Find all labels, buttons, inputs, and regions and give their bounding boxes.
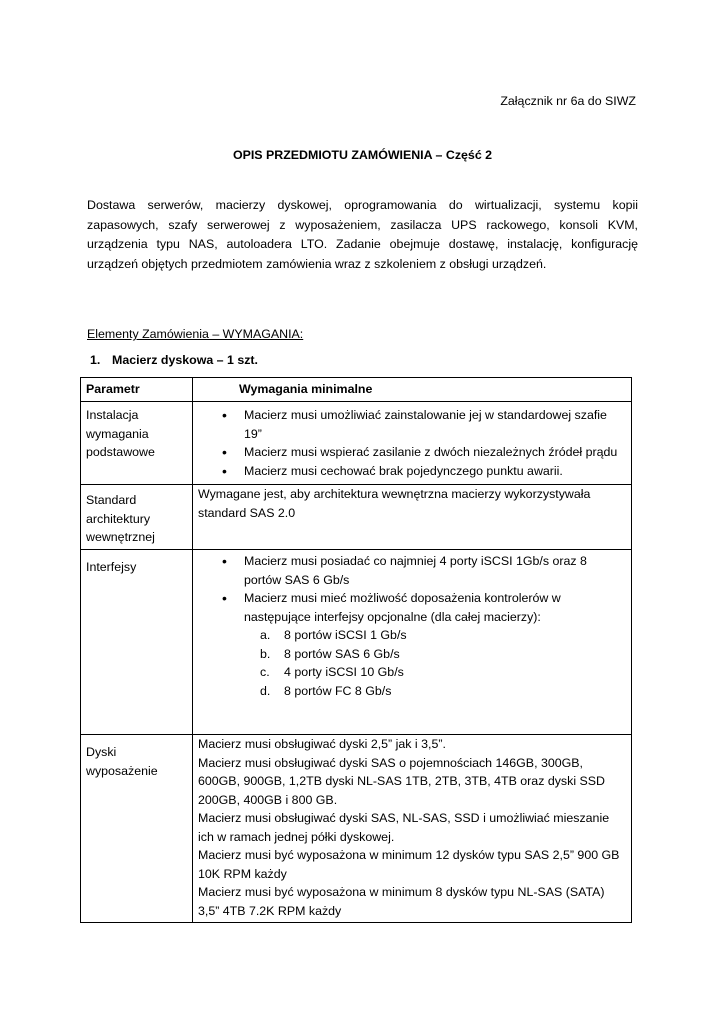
paragraph: Macierz musi obsługiwać dyski 2,5” jak i 3,5”. [198, 737, 446, 751]
intro-paragraph: Dostawa serwerów, macierzy dyskowej, oprogramowania do wirtualizacji, systemu kopii zapasowych, szafy serwerowej z wyposażeniem, zasilacza UPS rackowego, konsoli KVM, urządzenia typu NAS, autoloadera LTO. Zadanie obejmuje dostawę, instalację, konfigurację urządzeń objętych przedmiotem zamówienia wraz z szkoleniem z obsługi urządzeń. [87, 198, 638, 271]
table-header-row [81, 378, 632, 402]
list-item: • Macierz musi wspierać zasilanie z dwóch niezależnych źródeł prądu [244, 443, 626, 462]
requirements-table [80, 377, 632, 923]
option-item [260, 626, 626, 645]
option-letter: d. [260, 683, 271, 698]
option-text: 8 portów SAS 6 Gb/s [284, 646, 400, 661]
table-row [81, 402, 632, 485]
list-item-text: Macierz musi mieć możliwość doposażenia kontrolerów w następujące interfejsy opcjonalne (dla całej macierzy): [244, 591, 561, 624]
item-title: Macierz dyskowa – 1 szt. [112, 353, 259, 367]
header-requirements: Wymagania minimalne [193, 378, 632, 402]
document-title: OPIS PRZEDMIOTU ZAMÓWIENIA – Część 2 [232, 148, 493, 162]
row-content-standard: Wymagane jest, aby architektura wewnętrzna macierzy wykorzystywała standard SAS 2.0 [193, 485, 632, 550]
row-content-install [193, 402, 632, 485]
section-heading: Elementy Zamówienia – WYMAGANIA: [87, 327, 304, 341]
row-label-standard: Standard architektury wewnętrznej [81, 485, 193, 550]
option-text: 8 portów FC 8 Gb/s [284, 683, 392, 698]
option-letter: b. [260, 646, 271, 661]
option-item [260, 645, 626, 664]
option-letter: a. [260, 628, 271, 642]
option-text: 8 portów iSCSI 1 Gb/s [284, 628, 407, 642]
table-row [81, 485, 632, 550]
table-row [81, 550, 632, 735]
list-item: • Macierz musi umożliwiać zainstalowanie jej w standardowej szafie 19” [244, 406, 626, 443]
list-item: • Macierz musi cechować brak pojedynczego punktu awarii. [244, 462, 626, 481]
paragraph: Macierz musi być wyposażona w minimum 12 dysków typu SAS 2,5” 900 GB 10K RPM każdy [198, 848, 620, 881]
annex-label: Załącznik nr 6a do SIWZ [500, 94, 636, 108]
row-label-install: Instalacja wymagania podstawowe [81, 402, 193, 485]
row-content-interfaces [193, 550, 632, 735]
row-label-interfaces: Interfejsy [81, 550, 193, 735]
row-label-disks: Dyski wyposażenie [81, 735, 193, 923]
option-letter: c. [260, 665, 270, 679]
paragraph: Macierz musi być wyposażona w minimum 8 dysków typu NL-SAS (SATA) 3,5” 4TB 7.2K RPM każdy [198, 885, 605, 918]
header-param: Parametr [81, 378, 193, 402]
list-item: • Macierz musi posiadać co najmniej 4 porty iSCSI 1Gb/s oraz 8 portów SAS 6 Gb/s [244, 552, 626, 589]
table-row [81, 735, 632, 923]
option-item [260, 682, 626, 701]
item-heading [90, 351, 258, 370]
option-text: 4 porty iSCSI 10 Gb/s [284, 665, 404, 679]
paragraph: Macierz musi obsługiwać dyski SAS o pojemnościach 146GB, 300GB, 600GB, 900GB, 1,2TB dyski NL-SAS 1TB, 2TB, 3TB, 4TB oraz dyski SSD 200GB, 400GB i 800 GB. [198, 755, 605, 807]
row-content-disks [193, 735, 632, 923]
item-number: 1. [90, 353, 101, 367]
paragraph: Macierz musi obsługiwać dyski SAS, NL-SAS, SSD i umożliwiać mieszanie ich w ramach jednej półki dyskowej. [198, 811, 610, 844]
list-item [244, 589, 626, 626]
option-item [260, 663, 626, 682]
